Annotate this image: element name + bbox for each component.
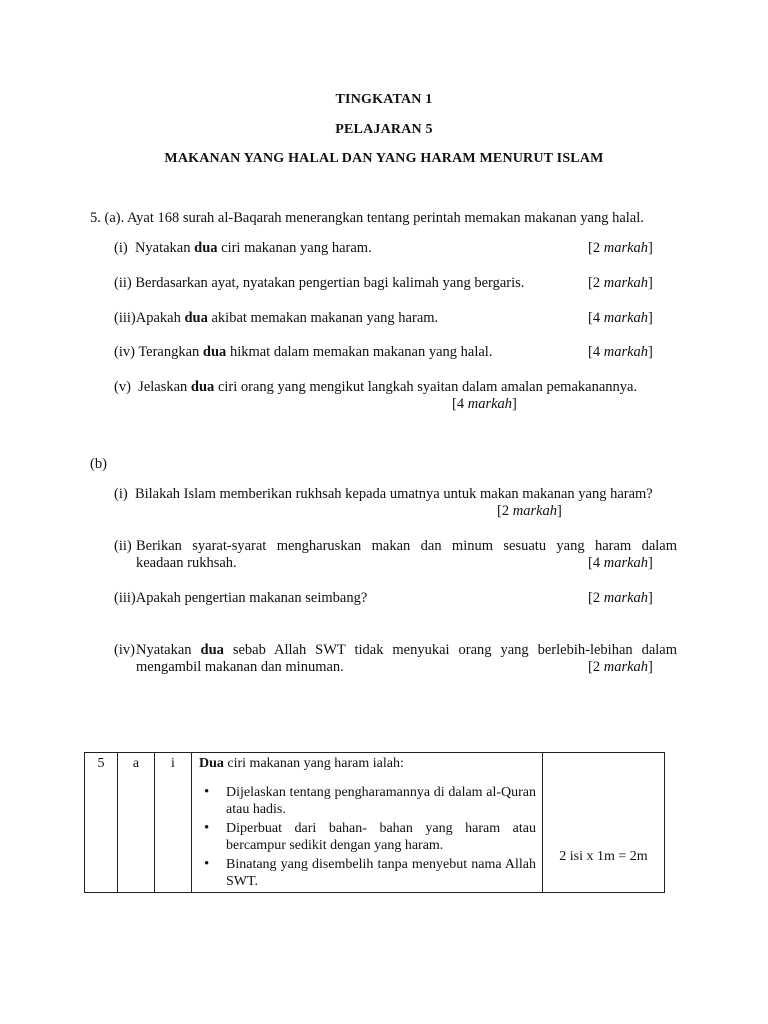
question-text-bold: dua bbox=[194, 240, 218, 256]
question-b-ii-line1: Berikan syarat-syarat mengharuskan makan dan minum sesuatu yang haram dalam bbox=[136, 538, 677, 554]
question-text-post: ciri orang yang mengikut langkah syaitan dalam amalan pemakanannya. bbox=[214, 379, 638, 395]
lesson-heading: PELAJARAN 5 bbox=[335, 122, 433, 137]
table-cell-part: a bbox=[118, 753, 155, 893]
list-item: • Binatang yang disembelih tanpa menyebut nama Allah SWT. bbox=[226, 856, 536, 890]
answer-heading: Dua ciri makanan yang haram ialah: bbox=[199, 756, 404, 771]
table-cell-subpart: i bbox=[155, 753, 192, 893]
question-a-v bbox=[114, 379, 637, 396]
question-a-i bbox=[114, 240, 372, 257]
question-b-iv-line2: mengambil makanan dan minuman. bbox=[136, 659, 344, 675]
question-a-ii bbox=[114, 275, 524, 292]
answer-scheme-table bbox=[84, 752, 665, 893]
list-item: • Dijelaskan tentang pengharamannya di dalam al-Quran atau hadis. bbox=[226, 784, 536, 818]
question-text-bold: dua bbox=[202, 344, 227, 360]
list-item: • Diperbuat dari bahan- bahan yang haram atau bercampur sedikit dengan yang haram. bbox=[226, 820, 536, 854]
question-number: (i) bbox=[114, 486, 128, 502]
question-text-pre: Nyatakan bbox=[134, 240, 195, 256]
marks-a-iv: [4 markah] bbox=[588, 344, 653, 360]
question-text-pre: Terangkan bbox=[138, 344, 203, 360]
table-cell-answer bbox=[192, 753, 543, 893]
question-text: Apakah pengertian makanan seimbang? bbox=[135, 590, 368, 606]
marks-b-ii: [4 markah] bbox=[588, 555, 653, 571]
marks-b-i: [2 markah] bbox=[497, 503, 562, 519]
question-text-post: ciri makanan yang haram. bbox=[217, 240, 372, 256]
question-b-ii-line2: keadaan rukhsah. bbox=[136, 555, 237, 571]
question-a-iii bbox=[114, 310, 438, 327]
question-number: (v) bbox=[114, 379, 131, 395]
topic-heading: MAKANAN YANG HALAL DAN YANG HARAM MENURUT ISLAM bbox=[164, 151, 604, 166]
question-text-bold: dua bbox=[190, 379, 215, 395]
question-text-pre: Apakah bbox=[135, 310, 185, 326]
table-row bbox=[85, 753, 665, 893]
marks-a-ii: [2 markah] bbox=[588, 275, 653, 291]
question-b-iv-line1: Nyatakan dua sebab Allah SWT tidak menyukai orang yang berlebih-lebihan dalam bbox=[136, 642, 678, 658]
question-text-post: akibat memakan makanan yang haram. bbox=[207, 310, 439, 326]
question-text: Berdasarkan ayat, nyatakan pengertian bagi kalimah yang bergaris. bbox=[135, 275, 525, 291]
question-a-iv bbox=[114, 344, 492, 361]
question-b-i bbox=[114, 486, 653, 503]
question-5a-intro: 5. (a). Ayat 168 surah al-Baqarah menerangkan tentang perintah memakan makanan yang halal. bbox=[90, 210, 644, 226]
question-b-ii-number: (ii) bbox=[114, 538, 132, 554]
question-text: Bilakah Islam memberikan rukhsah kepada umatnya untuk makan makanan yang haram? bbox=[134, 486, 653, 502]
question-number: (iii) bbox=[114, 590, 136, 606]
marks-a-i: [2 markah] bbox=[588, 240, 653, 256]
table-cell-question-number: 5 bbox=[85, 753, 118, 893]
answer-points-list bbox=[199, 784, 536, 890]
marks-a-v: [4 markah] bbox=[452, 396, 517, 412]
question-number: (i) bbox=[114, 240, 128, 256]
table-cell-score: 2 isi x 1m = 2m bbox=[543, 753, 665, 893]
question-b-iv-number: (iv) bbox=[114, 642, 135, 658]
form-level-heading: TINGKATAN 1 bbox=[335, 92, 433, 107]
section-b-label: (b) bbox=[90, 456, 107, 472]
question-number: (iii) bbox=[114, 310, 136, 326]
marks-b-iv: [2 markah] bbox=[588, 659, 653, 675]
question-text-bold: dua bbox=[184, 310, 208, 326]
question-b-iii bbox=[114, 590, 367, 607]
question-number: (ii) bbox=[114, 275, 132, 291]
question-text-post: hikmat dalam memakan makanan yang halal. bbox=[226, 344, 493, 360]
marks-a-iii: [4 markah] bbox=[588, 310, 653, 326]
question-number: (iv) bbox=[114, 344, 135, 360]
question-text-pre: Jelaskan bbox=[138, 379, 191, 395]
marks-b-iii: [2 markah] bbox=[588, 590, 653, 606]
